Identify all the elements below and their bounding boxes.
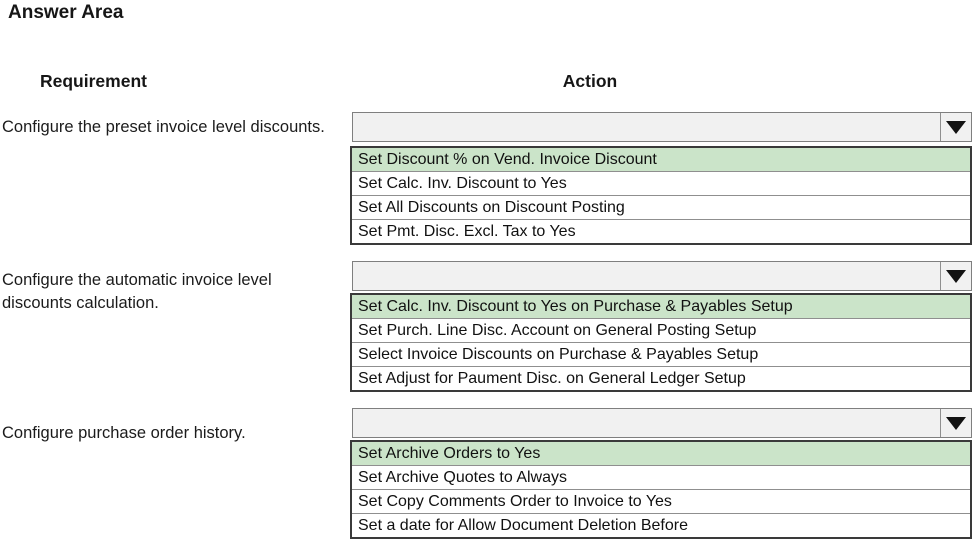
dropdown-option[interactable]: Set Copy Comments Order to Invoice to Yes bbox=[352, 489, 970, 513]
dropdown-option[interactable]: Set Discount % on Vend. Invoice Discount bbox=[352, 148, 970, 171]
dropdown-option-list-2 bbox=[350, 293, 972, 392]
dropdown-option[interactable]: Set a date for Allow Document Deletion Before bbox=[352, 513, 970, 537]
column-header-requirement: Requirement bbox=[40, 71, 147, 91]
dropdown-option-list-1 bbox=[350, 146, 972, 245]
dropdown-option[interactable]: Set Archive Quotes to Always bbox=[352, 465, 970, 489]
dropdown-button[interactable] bbox=[940, 409, 971, 437]
action-dropdown-1[interactable] bbox=[352, 112, 972, 142]
dropdown-option[interactable]: Set Adjust for Paument Disc. on General Ledger Setup bbox=[352, 366, 970, 390]
dropdown-option[interactable]: Set Calc. Inv. Discount to Yes on Purchase & Payables Setup bbox=[352, 295, 970, 318]
requirement-label: Configure the automatic invoice level discounts calculation. bbox=[2, 271, 272, 312]
dropdown-button[interactable] bbox=[940, 113, 971, 141]
dropdown-value bbox=[353, 409, 940, 437]
dropdown-option-list-3 bbox=[350, 440, 972, 539]
dropdown-option[interactable]: Set All Discounts on Discount Posting bbox=[352, 195, 970, 219]
dropdown-arrow-icon bbox=[946, 121, 966, 134]
dropdown-arrow-icon bbox=[946, 417, 966, 430]
dropdown-value bbox=[353, 262, 940, 290]
dropdown-arrow-icon bbox=[946, 270, 966, 283]
page-title: Answer Area bbox=[8, 2, 124, 23]
dropdown-option[interactable]: Set Archive Orders to Yes bbox=[352, 442, 970, 465]
dropdown-option[interactable]: Set Pmt. Disc. Excl. Tax to Yes bbox=[352, 219, 970, 243]
dropdown-value bbox=[353, 113, 940, 141]
requirement-label: Configure purchase order history. bbox=[2, 424, 246, 442]
action-dropdown-2[interactable] bbox=[352, 261, 972, 291]
action-dropdown-3[interactable] bbox=[352, 408, 972, 438]
dropdown-option[interactable]: Set Calc. Inv. Discount to Yes bbox=[352, 171, 970, 195]
dropdown-option[interactable]: Select Invoice Discounts on Purchase & Payables Setup bbox=[352, 342, 970, 366]
dropdown-button[interactable] bbox=[940, 262, 971, 290]
dropdown-option[interactable]: Set Purch. Line Disc. Account on General Posting Setup bbox=[352, 318, 970, 342]
column-header-action: Action bbox=[562, 71, 618, 91]
requirement-label: Configure the preset invoice level discounts. bbox=[2, 118, 325, 136]
